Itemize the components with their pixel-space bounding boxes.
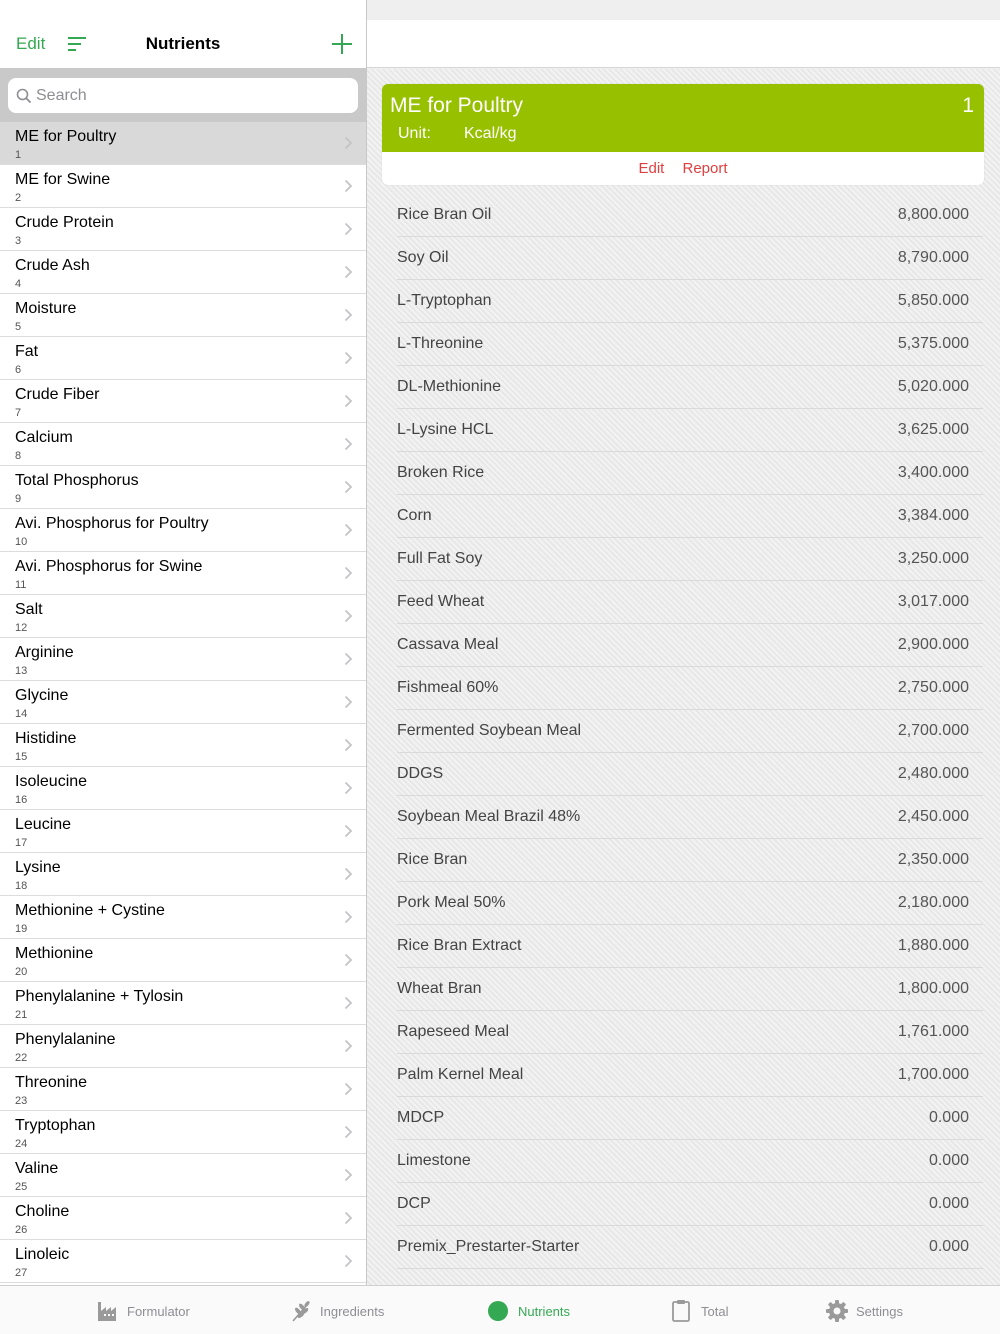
ingredient-name: Rice Bran Oil bbox=[397, 206, 492, 223]
detail-pane bbox=[367, 0, 1000, 1285]
ingredient-name: Soy Oil bbox=[397, 249, 449, 266]
chevron-right-icon bbox=[344, 351, 353, 365]
ingredient-name: Fishmeal 60% bbox=[397, 679, 499, 696]
ingredient-value: 0.000 bbox=[928, 1238, 969, 1255]
card-actions bbox=[382, 152, 984, 185]
nutrient-index: 12 bbox=[15, 622, 28, 634]
ingredient-name: L-Lysine HCL bbox=[397, 421, 494, 438]
ingredient-row bbox=[397, 237, 983, 280]
tab-formulator[interactable] bbox=[96, 1298, 190, 1324]
ingredient-value: 0.000 bbox=[928, 1152, 969, 1169]
detail-nav-bar bbox=[367, 20, 1000, 68]
tab-ingredients[interactable] bbox=[289, 1298, 384, 1324]
search-icon bbox=[16, 88, 32, 104]
ingredient-row bbox=[397, 1183, 983, 1226]
nutrient-row[interactable] bbox=[0, 638, 366, 681]
chevron-right-icon bbox=[344, 1039, 353, 1053]
ingredient-name: Premix_Prestarter-Starter bbox=[397, 1238, 580, 1255]
chevron-right-icon bbox=[344, 910, 353, 924]
ingredient-value: 5,020.000 bbox=[897, 378, 969, 395]
ingredient-value: 3,625.000 bbox=[897, 421, 969, 438]
ingredient-row bbox=[397, 753, 983, 796]
chevron-right-icon bbox=[344, 824, 353, 838]
chevron-right-icon bbox=[344, 179, 353, 193]
chevron-right-icon bbox=[344, 480, 353, 494]
nutrient-title: ME for Poultry bbox=[390, 94, 524, 117]
nutrient-row[interactable] bbox=[0, 939, 366, 982]
nutrient-index: 6 bbox=[15, 364, 22, 376]
ingredient-row bbox=[397, 323, 983, 366]
nutrient-name: Calcium bbox=[15, 429, 73, 446]
nutrient-name: Avi. Phosphorus for Swine bbox=[15, 558, 203, 575]
nutrient-name: Crude Fiber bbox=[15, 386, 100, 403]
ingredient-value: 5,850.000 bbox=[897, 292, 969, 309]
ingredient-name: Palm Kernel Meal bbox=[397, 1066, 524, 1083]
ingredient-name: DCP bbox=[397, 1195, 431, 1212]
ingredient-value: 2,900.000 bbox=[897, 636, 969, 653]
tab-label: Nutrients bbox=[518, 1303, 571, 1319]
nutrient-name: Threonine bbox=[15, 1074, 88, 1091]
nutrient-index: 23 bbox=[15, 1095, 28, 1107]
search-bar bbox=[0, 68, 366, 122]
nutrient-index: 1 bbox=[15, 149, 22, 161]
tab-settings[interactable] bbox=[825, 1298, 903, 1324]
ingredient-row bbox=[397, 667, 983, 710]
nutrient-name: Moisture bbox=[15, 300, 77, 317]
nutrient-index: 24 bbox=[15, 1138, 28, 1150]
tab-label: Ingredients bbox=[320, 1303, 385, 1319]
nutrient-name: Fat bbox=[15, 343, 39, 360]
add-icon[interactable] bbox=[331, 33, 353, 55]
ingredient-value: 3,250.000 bbox=[897, 550, 969, 567]
nutrient-row[interactable] bbox=[0, 810, 366, 853]
ingredient-name: Broken Rice bbox=[397, 464, 485, 481]
nutrient-header bbox=[382, 84, 984, 152]
chevron-right-icon bbox=[344, 308, 353, 322]
ingredient-row bbox=[397, 710, 983, 753]
nutrient-index: 26 bbox=[15, 1224, 28, 1236]
tab-bar bbox=[0, 1285, 1000, 1334]
ingredient-value: 0.000 bbox=[928, 1109, 969, 1126]
chevron-right-icon bbox=[344, 695, 353, 709]
ingredient-name: Cassava Meal bbox=[397, 636, 499, 653]
ingredient-row bbox=[397, 796, 983, 839]
ingredient-name: L-Tryptophan bbox=[397, 292, 492, 309]
ingredient-row bbox=[397, 495, 983, 538]
nutrient-row[interactable] bbox=[0, 595, 366, 638]
nutrient-name: Arginine bbox=[15, 644, 74, 661]
gear-icon bbox=[825, 1299, 849, 1323]
nutrient-index: 21 bbox=[15, 1009, 28, 1021]
ingredient-row bbox=[397, 280, 983, 323]
nutrient-name: Tryptophan bbox=[15, 1117, 96, 1134]
nutrient-row[interactable] bbox=[0, 724, 366, 767]
nutrient-row[interactable] bbox=[0, 853, 366, 896]
nutrient-row[interactable] bbox=[0, 208, 366, 251]
nutrient-name: Lysine bbox=[15, 859, 61, 876]
nutrient-row[interactable] bbox=[0, 1068, 366, 1111]
nutrient-index: 14 bbox=[15, 708, 28, 720]
ingredient-row bbox=[397, 1140, 983, 1183]
chevron-right-icon bbox=[344, 1211, 353, 1225]
ingredient-name: MDCP bbox=[397, 1109, 445, 1126]
tab-label: Formulator bbox=[127, 1303, 190, 1319]
chevron-right-icon bbox=[344, 953, 353, 967]
nutrient-index: 9 bbox=[15, 493, 22, 505]
ingredient-row bbox=[397, 882, 983, 925]
ingredient-row bbox=[397, 1226, 983, 1269]
search-input[interactable] bbox=[36, 83, 346, 109]
ingredient-value: 1,700.000 bbox=[897, 1066, 969, 1083]
ingredient-name: Rice Bran Extract bbox=[397, 937, 522, 954]
ingredient-value: 2,350.000 bbox=[897, 851, 969, 868]
ingredient-value: 3,017.000 bbox=[897, 593, 969, 610]
ingredient-value: 2,750.000 bbox=[897, 679, 969, 696]
ingredient-row bbox=[397, 538, 983, 581]
ingredient-row bbox=[397, 581, 983, 624]
factory-icon bbox=[96, 1299, 120, 1323]
clipboard-icon bbox=[670, 1299, 694, 1323]
ingredient-value: 2,700.000 bbox=[897, 722, 969, 739]
nutrient-name: Crude Ash bbox=[15, 257, 90, 274]
ingredient-row bbox=[397, 968, 983, 1011]
ingredient-row bbox=[397, 1054, 983, 1097]
chevron-right-icon bbox=[344, 867, 353, 881]
nutrient-row[interactable] bbox=[0, 423, 366, 466]
chevron-right-icon bbox=[344, 566, 353, 580]
nutrient-name: Phenylalanine + Tylosin bbox=[15, 988, 184, 1005]
chevron-right-icon bbox=[344, 609, 353, 623]
nutrient-name: Methionine bbox=[15, 945, 94, 962]
ingredient-row bbox=[397, 839, 983, 882]
nutrient-row[interactable] bbox=[0, 165, 366, 208]
ingredient-name: DDGS bbox=[397, 765, 444, 782]
ingredient-row bbox=[397, 366, 983, 409]
ingredient-value: 2,480.000 bbox=[897, 765, 969, 782]
ingredient-value: 1,761.000 bbox=[897, 1023, 969, 1040]
chevron-right-icon bbox=[344, 1082, 353, 1096]
tab-nutrients[interactable] bbox=[487, 1298, 570, 1324]
nutrient-name: Histidine bbox=[15, 730, 77, 747]
report-button[interactable]: Report bbox=[682, 160, 728, 177]
nutrient-name: Salt bbox=[15, 601, 43, 618]
nutrient-row[interactable] bbox=[0, 251, 366, 294]
nutrient-row[interactable] bbox=[0, 1197, 366, 1240]
edit-button[interactable]: Edit bbox=[16, 34, 46, 53]
nutrient-row[interactable] bbox=[0, 1240, 366, 1283]
nutrient-name: Methionine + Cystine bbox=[15, 902, 165, 919]
chevron-right-icon bbox=[344, 996, 353, 1010]
nutrient-row[interactable] bbox=[0, 337, 366, 380]
ingredient-name: Rice Bran bbox=[397, 851, 468, 868]
edit-nutrient-button[interactable]: Edit bbox=[638, 160, 665, 177]
chevron-right-icon bbox=[344, 652, 353, 666]
ingredient-row bbox=[397, 409, 983, 452]
nutrient-index: 16 bbox=[15, 794, 28, 806]
master-pane bbox=[0, 0, 367, 1285]
unit-value: Kcal/kg bbox=[464, 125, 517, 142]
nutrient-index: 3 bbox=[15, 235, 22, 247]
nutrient-index: 17 bbox=[15, 837, 28, 849]
ingredient-value: 8,790.000 bbox=[897, 249, 969, 266]
wheat-icon bbox=[289, 1299, 313, 1323]
ingredient-name: Full Fat Soy bbox=[397, 550, 483, 567]
nutrient-row[interactable] bbox=[0, 1111, 366, 1154]
ingredient-value-list bbox=[397, 194, 983, 1269]
ingredient-row bbox=[397, 194, 983, 237]
search-box[interactable] bbox=[8, 78, 358, 113]
nutrient-name: Phenylalanine bbox=[15, 1031, 116, 1048]
tab-label: Settings bbox=[856, 1303, 903, 1319]
nutrient-row[interactable] bbox=[0, 1154, 366, 1197]
ingredient-value: 2,180.000 bbox=[897, 894, 969, 911]
nutrient-row[interactable] bbox=[0, 896, 366, 939]
nutrient-index: 19 bbox=[15, 923, 28, 935]
ingredient-value: 0.000 bbox=[928, 1195, 969, 1212]
ingredient-name: Wheat Bran bbox=[397, 980, 482, 997]
nutrient-index: 22 bbox=[15, 1052, 28, 1064]
nutrient-index: 7 bbox=[15, 407, 22, 419]
nutrient-row[interactable] bbox=[0, 552, 366, 595]
nutrient-list bbox=[0, 122, 366, 1285]
chevron-right-icon bbox=[344, 1168, 353, 1182]
nutrient-header-card bbox=[382, 84, 984, 185]
chevron-right-icon bbox=[344, 265, 353, 279]
nutrient-row[interactable] bbox=[0, 509, 366, 552]
ingredient-value: 8,800.000 bbox=[897, 206, 969, 223]
nutrient-name: ME for Swine bbox=[15, 171, 111, 188]
ingredient-row bbox=[397, 624, 983, 667]
nutrient-number: 1 bbox=[962, 94, 974, 117]
nutrient-index: 8 bbox=[15, 450, 22, 462]
ingredient-value: 1,800.000 bbox=[897, 980, 969, 997]
nutrient-name: Valine bbox=[15, 1160, 59, 1177]
nutrient-index: 5 bbox=[15, 321, 22, 333]
ingredient-row bbox=[397, 452, 983, 495]
nutrient-index: 4 bbox=[15, 278, 22, 290]
nutrient-row[interactable] bbox=[0, 466, 366, 509]
nutrient-row[interactable] bbox=[0, 380, 366, 423]
nutrient-name: Glycine bbox=[15, 687, 69, 704]
ingredient-row bbox=[397, 1097, 983, 1140]
nutrient-index: 15 bbox=[15, 751, 28, 763]
chevron-right-icon bbox=[344, 136, 353, 150]
nutrient-index: 13 bbox=[15, 665, 28, 677]
nutrient-row[interactable] bbox=[0, 1025, 366, 1068]
ingredient-value: 5,375.000 bbox=[897, 335, 969, 352]
ingredient-value: 3,384.000 bbox=[897, 507, 969, 524]
nutrient-index: 11 bbox=[15, 579, 27, 591]
ingredient-name: Feed Wheat bbox=[397, 593, 485, 610]
chevron-right-icon bbox=[344, 394, 353, 408]
chevron-right-icon bbox=[344, 523, 353, 537]
tab-label: Total bbox=[701, 1303, 729, 1319]
chevron-right-icon bbox=[344, 738, 353, 752]
nutrient-name: Leucine bbox=[15, 816, 72, 833]
ingredient-row bbox=[397, 1011, 983, 1054]
ingredient-name: Limestone bbox=[397, 1152, 471, 1169]
nutrient-index: 20 bbox=[15, 966, 28, 978]
unit-label: Unit: bbox=[398, 125, 431, 142]
circle-icon bbox=[487, 1299, 511, 1323]
nutrient-row[interactable] bbox=[0, 681, 366, 724]
ingredient-name: DL-Methionine bbox=[397, 378, 502, 395]
nutrient-name: Linoleic bbox=[15, 1246, 70, 1263]
ingredient-value: 3,400.000 bbox=[897, 464, 969, 481]
nutrient-index: 10 bbox=[15, 536, 28, 548]
ingredient-value: 2,450.000 bbox=[897, 808, 969, 825]
nutrient-row[interactable] bbox=[0, 294, 366, 337]
ingredient-name: Pork Meal 50% bbox=[397, 894, 506, 911]
ingredient-name: Soybean Meal Brazil 48% bbox=[397, 808, 581, 825]
nutrient-row[interactable] bbox=[0, 122, 366, 165]
nutrient-index: 27 bbox=[15, 1267, 28, 1279]
ingredient-value: 1,880.000 bbox=[897, 937, 969, 954]
chevron-right-icon bbox=[344, 1125, 353, 1139]
nutrient-name: Total Phosphorus bbox=[15, 472, 139, 489]
chevron-right-icon bbox=[344, 437, 353, 451]
chevron-right-icon bbox=[344, 781, 353, 795]
master-nav-bar bbox=[0, 20, 366, 68]
chevron-right-icon bbox=[344, 222, 353, 236]
nutrient-name: Choline bbox=[15, 1203, 70, 1220]
nutrient-index: 25 bbox=[15, 1181, 28, 1193]
nutrient-row[interactable] bbox=[0, 767, 366, 810]
nutrient-name: Avi. Phosphorus for Poultry bbox=[15, 515, 209, 532]
nutrient-index: 18 bbox=[15, 880, 28, 892]
ingredient-name: Corn bbox=[397, 507, 432, 524]
page-title: Nutrients bbox=[145, 34, 221, 53]
nutrient-name: Isoleucine bbox=[15, 773, 88, 790]
tab-total[interactable] bbox=[670, 1298, 728, 1324]
ingredient-name: L-Threonine bbox=[397, 335, 484, 352]
nutrient-name: Crude Protein bbox=[15, 214, 114, 231]
ingredient-name: Rapeseed Meal bbox=[397, 1023, 510, 1040]
nutrient-index: 2 bbox=[15, 192, 22, 204]
nutrient-row[interactable] bbox=[0, 982, 366, 1025]
ingredient-row bbox=[397, 925, 983, 968]
nutrient-name: ME for Poultry bbox=[15, 128, 117, 145]
chevron-right-icon bbox=[344, 1254, 353, 1268]
ingredient-name: Fermented Soybean Meal bbox=[397, 722, 582, 739]
